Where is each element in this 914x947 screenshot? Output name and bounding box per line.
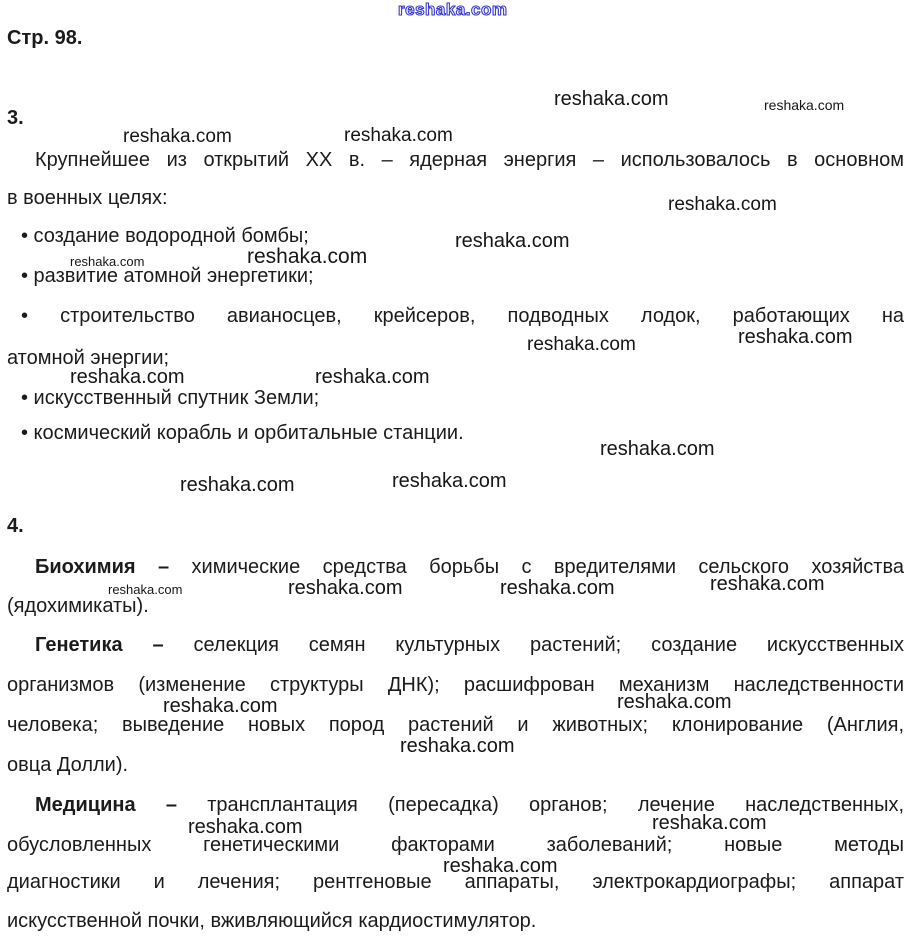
q3-bullet-4: • искусственный спутник Земли; bbox=[21, 387, 320, 409]
q4-biochemistry-rest: химические средства борьбы с вредителями сельского хозяйства bbox=[191, 556, 904, 578]
q4-biochemistry-term: Биохимия – bbox=[35, 556, 170, 578]
watermark: reshaka.com bbox=[554, 88, 669, 110]
question-4-number: 4. bbox=[7, 515, 24, 537]
watermark: reshaka.com bbox=[70, 254, 145, 269]
watermark: reshaka.com bbox=[764, 97, 845, 113]
q3-bullet-2: • развитие атомной энергетики; bbox=[21, 265, 314, 287]
q4-genetics-line3: человека; выведение новых пород растений и животных; клонирование (Англия, bbox=[7, 714, 904, 736]
watermark: reshaka.com bbox=[180, 474, 295, 496]
q4-medicine-line4: искусственной почки, вживляющийся кардиостимулятор. bbox=[7, 910, 537, 932]
q4-medicine-line2: обусловленных генетическими факторами заболеваний; новые методы bbox=[7, 834, 904, 856]
watermark: reshaka.com bbox=[500, 577, 615, 599]
q4-biochemistry-line2: (ядохимикаты). bbox=[7, 595, 149, 617]
q3-bullet-5: • космический корабль и орбитальные станции. bbox=[21, 422, 464, 444]
q4-medicine-line3: диагностики и лечения; рентгеновые аппараты, электрокардиографы; аппарат bbox=[7, 871, 904, 893]
q3-bullet-3-line1: • строительство авианосцев, крейсеров, подводных лодок, работающих на bbox=[21, 305, 904, 327]
watermark: reshaka.com bbox=[392, 470, 507, 492]
watermark: reshaka.com bbox=[527, 334, 636, 355]
q4-genetics-term: Генетика – bbox=[35, 634, 164, 656]
question-3-number: 3. bbox=[7, 107, 24, 129]
watermark: reshaka.com bbox=[288, 577, 403, 599]
q4-medicine-line1 bbox=[7, 793, 904, 817]
watermark: reshaka.com bbox=[738, 326, 853, 348]
watermark: reshaka.com bbox=[70, 366, 185, 388]
watermark: reshaka.com bbox=[123, 126, 232, 147]
watermark: reshaka.com bbox=[188, 816, 303, 838]
q4-genetics-line4: овца Долли). bbox=[7, 754, 129, 776]
watermark: reshaka.com bbox=[668, 194, 777, 215]
q4-genetics-line2: организмов (изменение структуры ДНК); расшифрован механизм наследственности bbox=[7, 674, 904, 696]
watermark: reshaka.com bbox=[400, 735, 515, 757]
page-label: Стр. 98. bbox=[7, 27, 83, 49]
q3-intro-line2: в военных целях: bbox=[7, 187, 168, 209]
watermark: reshaka.com bbox=[344, 125, 453, 146]
watermark: reshaka.com bbox=[108, 582, 183, 597]
watermark: reshaka.com bbox=[710, 573, 825, 595]
watermark: reshaka.com bbox=[247, 245, 368, 268]
site-watermark-outline: reshaka.com bbox=[398, 0, 508, 19]
watermark: reshaka.com bbox=[315, 366, 430, 388]
watermark: reshaka.com bbox=[163, 695, 278, 717]
watermark: reshaka.com bbox=[443, 855, 558, 877]
q4-biochemistry-line1 bbox=[7, 555, 904, 579]
q4-genetics-rest: селекция семян культурных растений; создание искусственных bbox=[193, 634, 904, 656]
q4-medicine-term: Медицина – bbox=[35, 794, 177, 816]
watermark: reshaka.com bbox=[455, 230, 570, 252]
q4-genetics-line1 bbox=[7, 633, 904, 657]
q3-intro-line1: Крупнейшее из открытий XX в. – ядерная энергия – использовалось в основном bbox=[35, 149, 904, 171]
watermark: reshaka.com bbox=[617, 691, 732, 713]
q3-bullet-1: • создание водородной бомбы; bbox=[21, 225, 309, 247]
watermark: reshaka.com bbox=[652, 812, 767, 834]
q4-medicine-rest: трансплантация (пересадка) органов; лечение наследственных, bbox=[207, 794, 904, 816]
watermark: reshaka.com bbox=[600, 438, 715, 460]
q3-bullet-3-line2: атомной энергии; bbox=[7, 347, 170, 369]
